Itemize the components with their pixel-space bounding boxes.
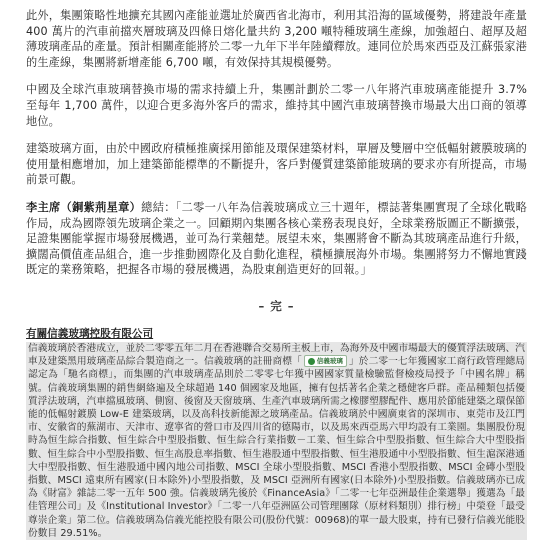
about-company-heading: 有關信義玻璃控股有限公司 bbox=[26, 327, 154, 340]
end-marker: – 完 – bbox=[258, 298, 295, 313]
about-company-text bbox=[26, 342, 527, 540]
chairman-statement-text: 總結：「二零一八年為信義玻璃成立三十週年，標誌著集團實現了全球化戰略作局，成為國際領先玻璃企業之一。回顧期內集團各核心業務表現良好，全球業務版圖正不斷擴張，足證集團能掌握市場發展機遇，並可為行業翹楚。展望未來，集團將會不斷為其玻璃產品進行升級，擴闊高價值產品組合，進一步推動國際化及自動化進程，積極擴展海外市場。集團將努力不懈地實踐既定的業務策略，把握各市場的發展機遇，為股東創造更好的回報。」 bbox=[26, 200, 527, 277]
logo-wordmark: 信義玻璃 bbox=[316, 357, 343, 366]
about-text-part-1: 信義玻璃於香港成立，並於二零零五年二月在香港聯合交易所主板上市，為海外及中國市場最大的優質浮法玻璃、汽車及建築黑用玻璃產品綜合製造商之一。信義玻璃的註冊商標「 bbox=[28, 342, 525, 368]
paragraph-capacity-expansion: 此外，集團策略性地擴充其國內產能並選址於廣西省北海市，利用其沿海的區域優勢，將建設年產量 400 萬片的汽車前擋夾層玻璃及四條日熔化量共約 3,200 噸特種玻璃生產線，加強超白、超厚及超薄玻璃產品的產量。預計相關產能將於二零一九年下半年陸續釋放。連同位於馬來西亞及江蘇張家港的生產線，集團將新增產能 6,700 噸，有效保持其規模優勢。 bbox=[26, 9, 527, 69]
paragraph-chairman-statement bbox=[26, 200, 527, 278]
company-logo bbox=[304, 355, 347, 367]
chairman-name: 李主席（銅紫荊星章） bbox=[26, 200, 142, 214]
about-text-part-2: 」於二零一七年獲國家工商行政管理總局認定為「馳名商標」，而集團的汽車玻璃產品則於二零零七年獲中國國家質量檢驗監督檢疫局授予「中國名牌」稱號。信義玻璃集團的銷售網絡遍及全球超過 140 個國家及地區，擁有包括著名企業之穩健客戶群。產品種類包括優質浮法玻璃，汽車擋風玻璃、側窗、後窗及天窗玻璃、生產汽車玻璃所需之橡膠塑膠配件、應用於節能建築之環保節能的低輻射鍍膜 Low-E 建築玻璃，以及高科技新能源之玻璃產品。信義玻璃於中國廣東省的深圳市、東莞市及江門市、安徽省的蕪湖市、天津市、遼寧省的營口市及四川省的德陽市，以及馬來西亞馬六甲均設有工業園。集團股份現時為恒生綜合指數、恒生綜合中型股指數、恒生綜合行業指數－工業、恒生綜合中型股指數、恒生綜合大中型股指數、恒生綜合中小型股指數、恒生高股息率指數、恒生港股通中型股指數、恒生港股通中小型股指數、恒生滬深港通大中型股指數、恒生港股通中國內地公司指數、MSCI 全球小型股指數、MSCI 香港小型股指數、MSCI 金磚小型股指數、MSCI 遠東所有國家(日本除外)小型股指數，及 MSCI 亞洲所有國家(日本除外)小型股指數。信義玻璃亦已成為《財富》雜誌二零一五年 500 強。信義玻璃先後於《FinanceAsia》「二零一七年亞洲最佳企業選舉」獲選為「最佳管理公司」及《Institutional Investor》「二零一八年亞洲區公司管理團隊（原材料類別）排行榜」中榮登「最受尊崇企業」第二位。信義玻璃為信義光能控股有限公司(股份代號：00968)的單一最大股東，持有已發行信義光能股份數目 29.51%。 bbox=[28, 356, 525, 539]
logo-emblem-icon bbox=[308, 358, 315, 365]
paragraph-automobile-glass: 中國及全球汽車玻璃替換市場的需求持續上升，集團計劃於二零一八年將汽車玻璃產能提升 3.7% 至每年 1,700 萬件，以迎合更多海外客戶的需求，維持其中國汽車玻璃替換市場最大出口商的領導地位。 bbox=[26, 83, 527, 128]
paragraph-architectural-glass: 建築玻璃方面，由於中國政府積極推廣採用節能及環保建築材料，單層及雙層中空低輻射鍍膜玻璃的使用量相應增加，加上建築節能標準的不斷提升，客戶對優質建築節能玻璃的要求亦有所提高，市場前景可觀。 bbox=[26, 142, 527, 187]
